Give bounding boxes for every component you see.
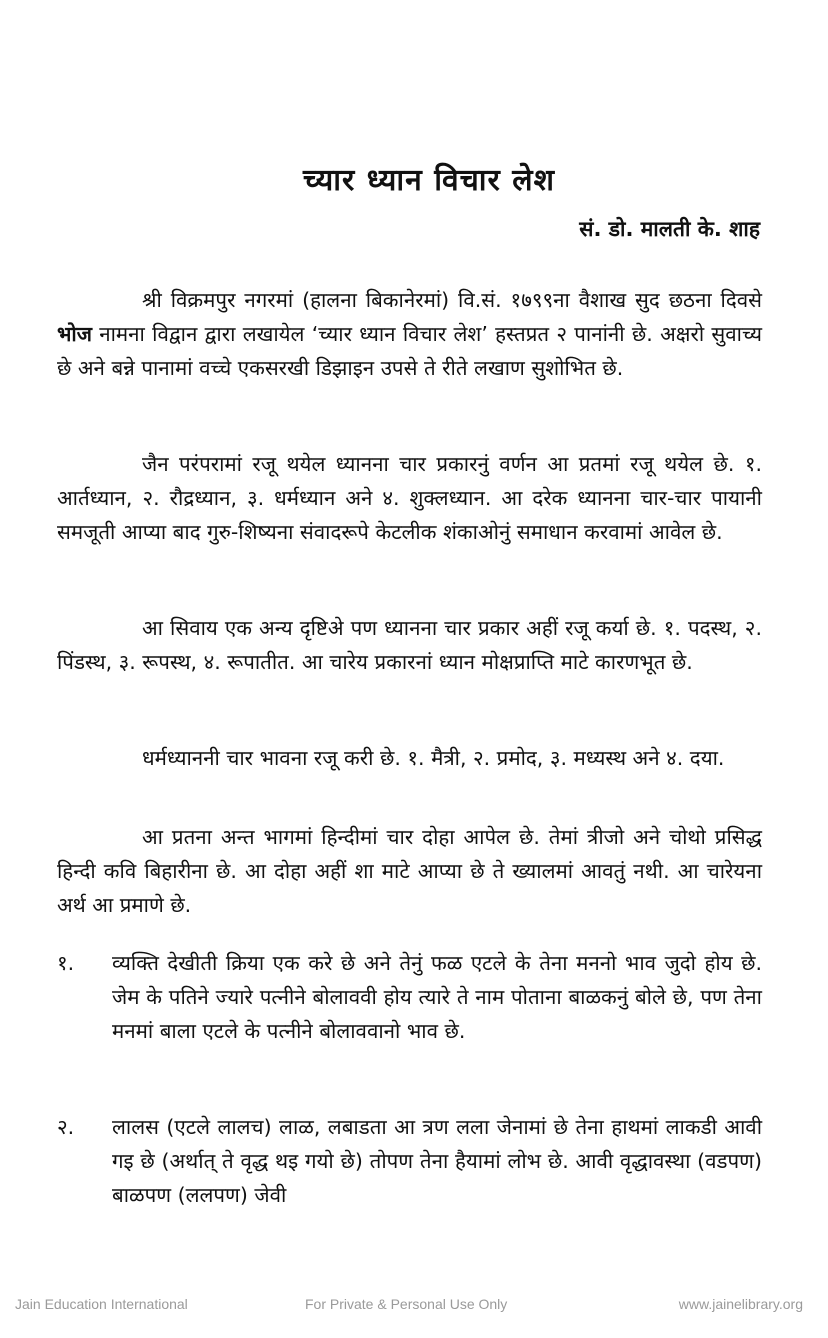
author-line: सं. डो. मालती के. शाह bbox=[579, 217, 760, 241]
list-text: व्यक्ति देखीती क्रिया एक करे छे अने तेनुं फळ एटले के तेना मननो भाव जुदो होय छे. जेम के पतिने ज्यारे पत्नीने बोलाववी होय त्यारे ते नाम पोताना बाळकनुं बोले छे, पण तेना मनमां बाला एटले के पत्नीने बोलाववानो भाव छे. bbox=[112, 951, 762, 1043]
paragraph-text: आ प्रतना अन्त भागमां हिन्दीमां चार दोहा आपेल छे. तेमां त्रीजो अने चोथो प्रसिद्ध हिन्दी कवि बिहारीना छे. आ दोहा अहीं शा माटे आप्या छे ते ख्यालमां आवतुं नथी. आ चारेयना अर्थ आ प्रमाणे छे. bbox=[57, 825, 762, 917]
paragraph-text: जैन परंपरामां रजू थयेल ध्यानना चार प्रकारनुं वर्णन आ प्रतमां रजू थयेल छे. १. आर्तध्यान, २. रौद्रध्यान, ३. धर्मध्यान अने ४. शुक्लध्यान. आ दरेक ध्यानना चार-चार पायानी समजूती आप्या बाद गुरु-शिष्यना संवादरूपे केटलीक शंकाओनुं समाधान करवामां आवेल छे. bbox=[57, 452, 762, 544]
footer-website-link[interactable]: www.jainelibrary.org bbox=[678, 1296, 803, 1312]
list-item bbox=[57, 946, 762, 1048]
list-number: १. bbox=[57, 951, 75, 975]
paragraph-text: श्री विक्रमपुर नगरमां (हालना बिकानेरमां) वि.सं. १७९९ना वैशाख सुद छठना दिवसे bbox=[142, 288, 762, 312]
list-text: लालस (एटले लालच) लाळ, लबाडता आ त्रण लला जेनामां छे तेना हाथमां लाकडी आवी गइ छे (अर्थात् ते वृद्ध थइ गयो छे) तोपण तेना हैयामां लोभ छे. आवी वृद्धावस्था (वडपण) बाळपण (ललपण) जेवी bbox=[112, 1115, 762, 1207]
footer-usage-note: For Private & Personal Use Only bbox=[305, 1296, 508, 1312]
paragraph-2 bbox=[57, 447, 762, 549]
list-item bbox=[57, 1110, 762, 1212]
paragraph-1 bbox=[57, 283, 762, 385]
list-number: २. bbox=[57, 1115, 75, 1139]
paragraph-3 bbox=[57, 611, 762, 679]
page-title: च्यार ध्यान विचार लेश bbox=[302, 163, 556, 198]
paragraph-4 bbox=[57, 741, 762, 775]
bold-name: भोज bbox=[57, 322, 92, 346]
paragraph-text: आ सिवाय एक अन्य दृष्टिअे पण ध्यानना चार प्रकार अहीं रजू कर्या छे. १. पदस्थ, २. पिंडस्थ, ३. रूपस्थ, ४. रूपातीत. आ चारेय प्रकारनां ध्यान मोक्षप्राप्ति माटे कारणभूत छे. bbox=[57, 616, 762, 674]
paragraph-5 bbox=[57, 820, 762, 922]
paragraph-text: नामना विद्वान द्वारा लखायेल ‘च्यार ध्यान विचार लेश’ हस्तप्रत २ पानांनी छे. अक्षरो सुवाच्य छे अने बन्ने पानामां वच्चे एकसरखी डिझाइन उपसे ते रीते लखाण सुशोभित छे. bbox=[57, 322, 762, 380]
paragraph-text: धर्मध्याननी चार भावना रजू करी छे. १. मैत्री, २. प्रमोद, ३. मध्यस्थ अने ४. दया. bbox=[142, 746, 725, 770]
footer-publisher: Jain Education International bbox=[15, 1296, 188, 1312]
